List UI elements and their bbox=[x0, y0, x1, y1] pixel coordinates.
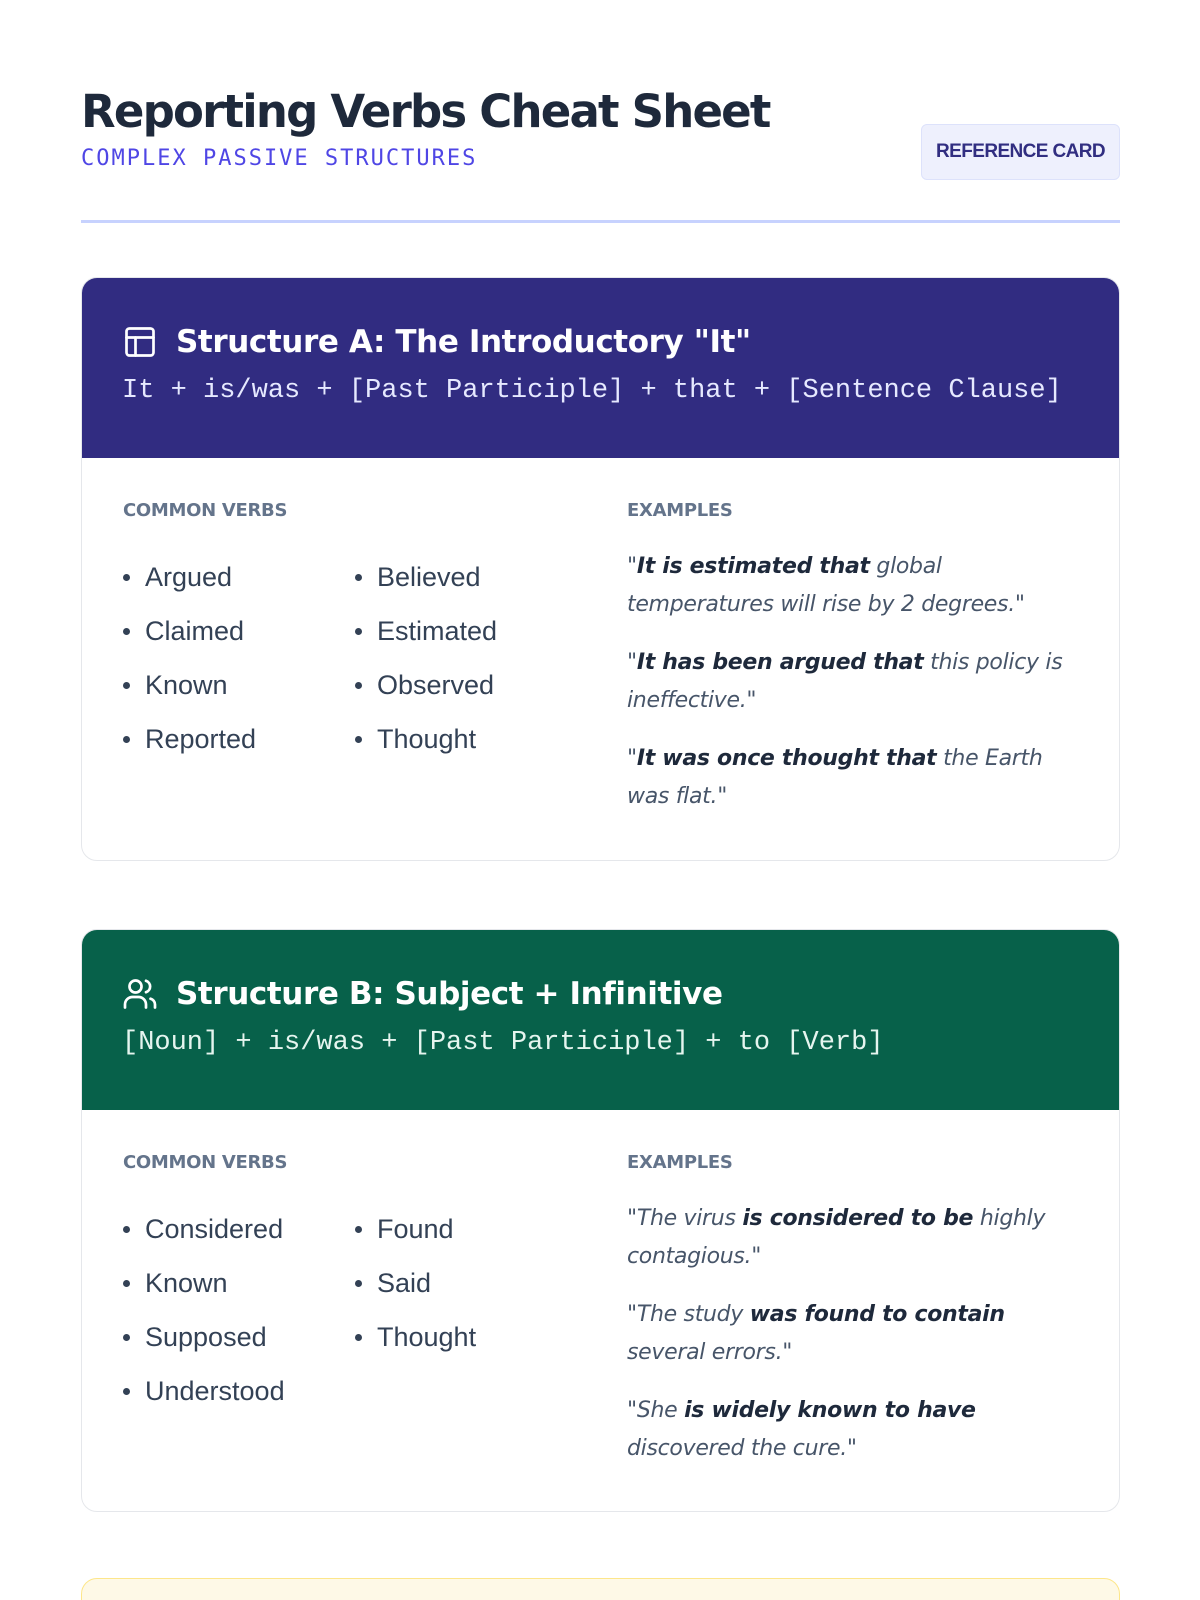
example-sentence: "She is widely known to have discovered the cure." bbox=[627, 1398, 976, 1461]
header-divider bbox=[81, 220, 1120, 223]
structure-a-title: Structure A: The Introductory "It" bbox=[176, 324, 751, 360]
structure-b-card bbox=[81, 929, 1120, 1512]
verb-list-column-1 bbox=[123, 550, 256, 766]
structure-b-formula: [Noun] + is/was + [Past Participle] + to [Verb] bbox=[122, 1028, 884, 1058]
verb-item: Observed bbox=[355, 658, 497, 712]
verb-item: Thought bbox=[355, 712, 497, 766]
example-sentence: "The study was found to contain several errors." bbox=[627, 1302, 1005, 1365]
verb-item: Supposed bbox=[123, 1310, 285, 1364]
common-verbs-label: COMMON VERBS bbox=[123, 500, 288, 521]
verb-item: Found bbox=[355, 1202, 476, 1256]
structure-a-header bbox=[82, 278, 1119, 458]
structure-b-body bbox=[82, 1110, 1119, 1510]
page-title: Reporting Verbs Cheat Sheet bbox=[81, 85, 770, 138]
examples-list bbox=[627, 548, 1087, 836]
structure-c-card bbox=[81, 1578, 1120, 1600]
structure-a-card bbox=[81, 277, 1120, 861]
verb-item: Understood bbox=[123, 1364, 285, 1418]
examples-list bbox=[627, 1200, 1087, 1488]
structure-a-body bbox=[82, 458, 1119, 858]
example-sentence: "It has been argued that this policy is ineffective." bbox=[627, 650, 1063, 713]
verb-item: Thought bbox=[355, 1310, 476, 1364]
example-sentence: "It was once thought that the Earth was flat." bbox=[627, 746, 1043, 809]
verb-item: Considered bbox=[123, 1202, 285, 1256]
verb-item: Known bbox=[123, 1256, 285, 1310]
verb-item: Believed bbox=[355, 550, 497, 604]
structure-b-header bbox=[82, 930, 1119, 1110]
layout-icon bbox=[122, 324, 158, 360]
verb-item: Estimated bbox=[355, 604, 497, 658]
users-icon bbox=[122, 976, 158, 1012]
reference-card-badge: REFERENCE CARD bbox=[921, 124, 1120, 180]
verb-item: Known bbox=[123, 658, 256, 712]
common-verbs-label: COMMON VERBS bbox=[123, 1152, 288, 1173]
verb-list-column-2 bbox=[355, 550, 497, 766]
verb-item: Claimed bbox=[123, 604, 256, 658]
structure-a-formula: It + is/was + [Past Participle] + that + [Sentence Clause] bbox=[122, 376, 1062, 406]
structure-b-title: Structure B: Subject + Infinitive bbox=[176, 976, 723, 1012]
examples-label: EXAMPLES bbox=[627, 500, 733, 521]
page-header bbox=[81, 84, 1120, 224]
verb-list-column-1 bbox=[123, 1202, 285, 1418]
verb-item: Argued bbox=[123, 550, 256, 604]
examples-label: EXAMPLES bbox=[627, 1152, 733, 1173]
example-sentence: "It is estimated that global temperatures will rise by 2 degrees." bbox=[627, 554, 1025, 617]
verb-list-column-2 bbox=[355, 1202, 476, 1364]
example-sentence: "The virus is considered to be highly contagious." bbox=[627, 1206, 1046, 1269]
verb-item: Said bbox=[355, 1256, 476, 1310]
verb-item: Reported bbox=[123, 712, 256, 766]
page-subtitle: COMPLEX PASSIVE STRUCTURES bbox=[81, 146, 478, 171]
